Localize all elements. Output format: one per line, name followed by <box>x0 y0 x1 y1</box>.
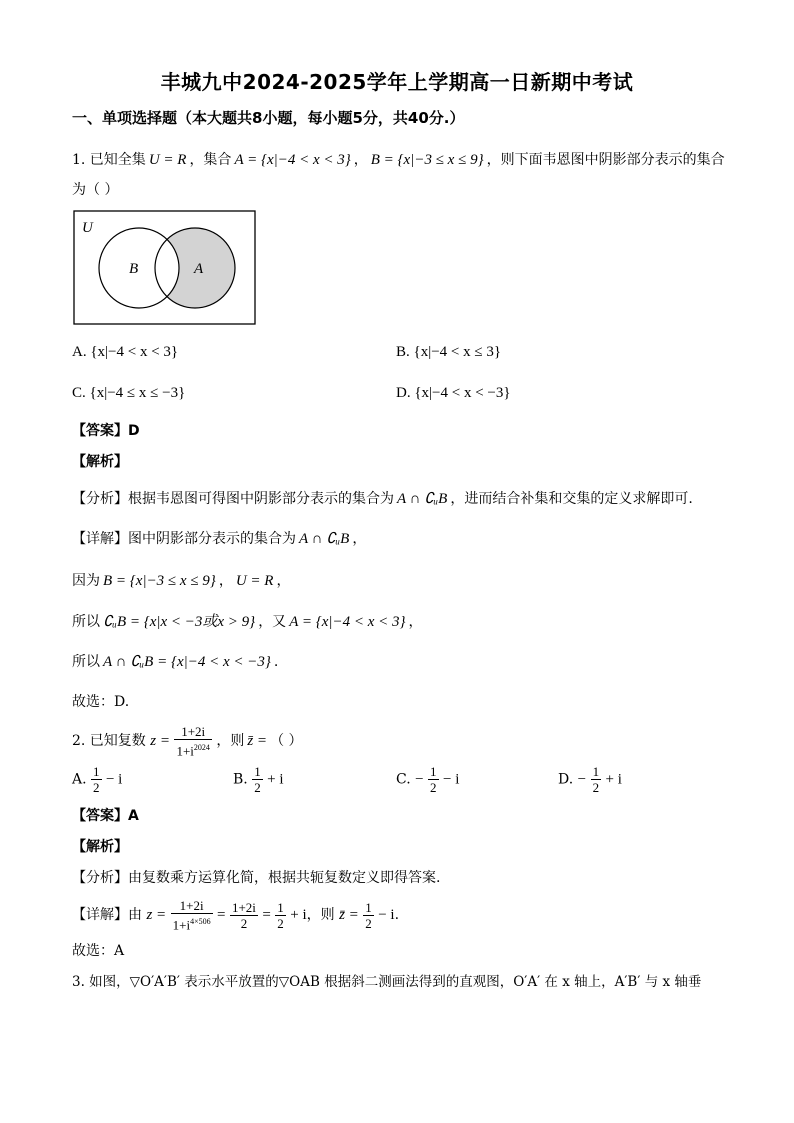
q1-option-b: B. {x|−4 < x ≤ 3} <box>396 344 502 360</box>
q2-jiexi: 【解析】 <box>72 839 128 855</box>
q1-xiangjie: 【详解】图中阴影部分表示的集合为 A ∩ ∁ᵤB ， <box>72 531 367 547</box>
q2-fenxi: 【分析】由复数乘方运算化简，根据共轭复数定义即得答案. <box>72 870 441 886</box>
q2-guxuan: 故选：A <box>72 943 125 959</box>
q1-fenxi: 【分析】根据韦恩图可得图中阴影部分表示的集合为 A ∩ ∁ᵤB ，进而结合补集和交集的定义求解即可. <box>72 491 693 507</box>
venn-label-u: U <box>82 220 93 236</box>
q1-option-a: A. {x|−4 < x < 3} <box>72 344 179 360</box>
section-heading: 一、单项选择题（本大题共8小题，每小题5分，共40分.） <box>72 109 465 127</box>
q2-xiangjie: 【详解】由 z = $\frac{1+2i}{1+i^{4\times 506}}$ = $\frac{1+2i}{2}$ = $\frac{1}{2}$ + i，则 z̄ = $\frac{1}{2}$ − i. <box>72 898 400 933</box>
page-title: 丰城九中2024-2025学年上学期高一日新期中考试 <box>160 70 634 94</box>
venn-diagram <box>73 210 257 326</box>
q3-stem: 3. 如图，▽O′A′B′ 表示水平放置的▽OAB 根据斜二测画法得到的直观图，O′A′ 在 x 轴上，A′B′ 与 x 轴垂 <box>72 974 702 990</box>
q1-option-d: D. {x|−4 < x < −3} <box>396 385 511 401</box>
q1-yinwei: 因为 B = {x|−3 ≤ x ≤ 9} ， U = R ， <box>72 573 291 589</box>
q1-answer: 【答案】D <box>72 423 140 439</box>
q2-option-b: B. $\frac{1}{2}$ + i <box>233 764 284 795</box>
q2-fraction: $\frac{1+2i}{1+i^{2024}}$ <box>176 724 210 759</box>
q2-stem: 2. 已知复数 z = $\frac{1+2i}{1+i^{2024}}$ ，则 z̄ = （ ） <box>72 724 303 759</box>
q2-option-a: A. $\frac{1}{2}$ − i <box>72 764 123 795</box>
q1-stem-line2: 为（ ） <box>72 182 119 198</box>
q1-suoyi-2: 所以 A ∩ ∁ᵤB = {x|−4 < x < −3} . <box>72 654 279 670</box>
q2-answer: 【答案】A <box>72 808 139 824</box>
q1-stem: 1. 已知全集 U = R ，集合 A = {x|−4 < x < 3} ， B = {x|−3 ≤ x ≤ 9} ，则下面韦恩图中阴影部分表示的集合 <box>72 152 725 168</box>
venn-label-b: B <box>129 261 139 277</box>
q2-option-d: D. − $\frac{1}{2}$ + i <box>558 764 622 795</box>
q2-option-c: C. − $\frac{1}{2}$ − i <box>396 764 460 795</box>
venn-label-a: A <box>194 261 204 277</box>
q1-jiexi: 【解析】 <box>72 454 128 470</box>
q1-guxuan: 故选：D. <box>72 694 130 710</box>
q1-suoyi-1: 所以 ∁ᵤB = {x|x < −3或x > 9} ，又 A = {x|−4 < x < 3} ， <box>72 614 423 630</box>
q1-option-c: C. {x|−4 ≤ x ≤ −3} <box>72 385 186 401</box>
